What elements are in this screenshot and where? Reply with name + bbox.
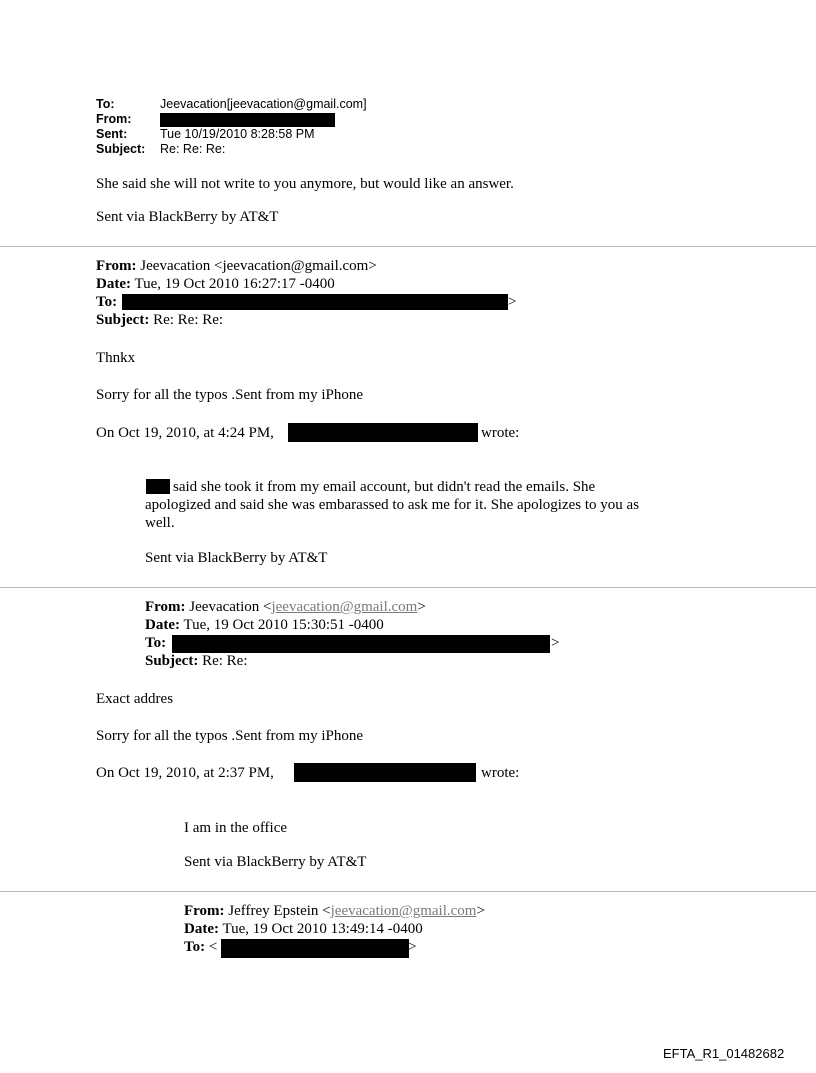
quote-intro: On Oct 19, 2010, at 4:24 PM, bbox=[96, 425, 274, 441]
redaction-box bbox=[288, 423, 478, 442]
quote-wrote: wrote: bbox=[481, 765, 520, 781]
email-header bbox=[96, 97, 416, 159]
to-label: To: bbox=[145, 635, 167, 651]
redaction-box bbox=[221, 939, 409, 958]
redaction-box bbox=[172, 635, 550, 653]
quoted-from-line bbox=[184, 902, 485, 920]
message-body-line: said she took it from my email account, but didn't read the emails. She bbox=[173, 479, 596, 495]
quoted-from-line bbox=[96, 257, 377, 275]
to-label: To: bbox=[96, 97, 115, 111]
message-body-line: well. bbox=[145, 515, 175, 531]
from-label: From: bbox=[184, 903, 225, 919]
divider bbox=[0, 246, 816, 247]
from-close: > bbox=[417, 599, 426, 615]
to-value: Jeevacation[jeevacation@gmail.com] bbox=[160, 97, 367, 111]
signature: Sorry for all the typos .Sent from my iPhone bbox=[96, 387, 364, 403]
from-close: > bbox=[476, 903, 485, 919]
from-label: From: bbox=[96, 258, 137, 274]
sent-label: Sent: bbox=[96, 127, 128, 141]
to-tail: > bbox=[551, 635, 560, 651]
to-label: To: bbox=[184, 939, 206, 955]
redaction-box bbox=[160, 113, 335, 127]
to-tail: > bbox=[408, 939, 417, 955]
subject-value: Re: Re: Re: bbox=[153, 312, 224, 328]
from-label: From: bbox=[145, 599, 186, 615]
email-link[interactable]: jeevacation@gmail.com bbox=[330, 903, 477, 919]
message-body: I am in the office bbox=[184, 820, 288, 836]
sent-value: Tue 10/19/2010 8:28:58 PM bbox=[160, 127, 315, 141]
divider bbox=[0, 891, 816, 892]
signature: Sent via BlackBerry by AT&T bbox=[96, 209, 279, 225]
quoted-from-line bbox=[145, 598, 426, 616]
email-link[interactable]: jeevacation@gmail.com bbox=[271, 599, 418, 615]
subject-label: Subject: bbox=[145, 653, 199, 669]
signature: Sent via BlackBerry by AT&T bbox=[184, 854, 367, 870]
from-name: Jeffrey Epstein < bbox=[228, 903, 331, 919]
to-open: < bbox=[208, 939, 218, 955]
subject-value: Re: Re: Re: bbox=[160, 142, 226, 156]
message-body: Thnkx bbox=[96, 350, 136, 366]
from-value: Jeevacation <jeevacation@gmail.com> bbox=[140, 258, 377, 274]
quoted-date-line bbox=[96, 275, 335, 293]
date-value: Tue, 19 Oct 2010 16:27:17 -0400 bbox=[134, 276, 335, 292]
date-label: Date: bbox=[145, 617, 180, 633]
from-name: Jeevacation < bbox=[189, 599, 272, 615]
subject-value: Re: Re: bbox=[202, 653, 248, 669]
quoted-to-line bbox=[145, 634, 166, 652]
quoted-subject-line bbox=[96, 311, 223, 329]
quoted-to-line bbox=[184, 938, 217, 956]
redaction-box bbox=[146, 479, 170, 494]
to-label: To: bbox=[96, 294, 118, 310]
subject-label: Subject: bbox=[96, 312, 150, 328]
date-value: Tue, 19 Oct 2010 15:30:51 -0400 bbox=[183, 617, 384, 633]
message-body: She said she will not write to you anymore, but would like an answer. bbox=[96, 176, 514, 192]
quoted-date-line bbox=[145, 616, 384, 634]
quoted-to-line bbox=[96, 293, 117, 311]
message-body-line: apologized and said she was embarassed to ask me for it. She apologizes to you as bbox=[145, 497, 640, 513]
from-label: From: bbox=[96, 112, 132, 126]
divider bbox=[0, 587, 816, 588]
date-label: Date: bbox=[96, 276, 131, 292]
to-tail: > bbox=[508, 294, 517, 310]
quote-wrote: wrote: bbox=[481, 425, 520, 441]
date-value: Tue, 19 Oct 2010 13:49:14 -0400 bbox=[222, 921, 423, 937]
quoted-date-line bbox=[184, 920, 423, 938]
subject-label: Subject: bbox=[96, 142, 146, 156]
message-body: Exact addres bbox=[96, 691, 174, 707]
redaction-box bbox=[122, 294, 508, 310]
redaction-box bbox=[294, 763, 476, 782]
quote-intro: On Oct 19, 2010, at 2:37 PM, bbox=[96, 765, 274, 781]
signature: Sorry for all the typos .Sent from my iPhone bbox=[96, 728, 364, 744]
signature: Sent via BlackBerry by AT&T bbox=[145, 550, 328, 566]
quoted-subject-line bbox=[145, 652, 248, 670]
date-label: Date: bbox=[184, 921, 219, 937]
bates-number: EFTA_R1_01482682 bbox=[663, 1046, 785, 1061]
